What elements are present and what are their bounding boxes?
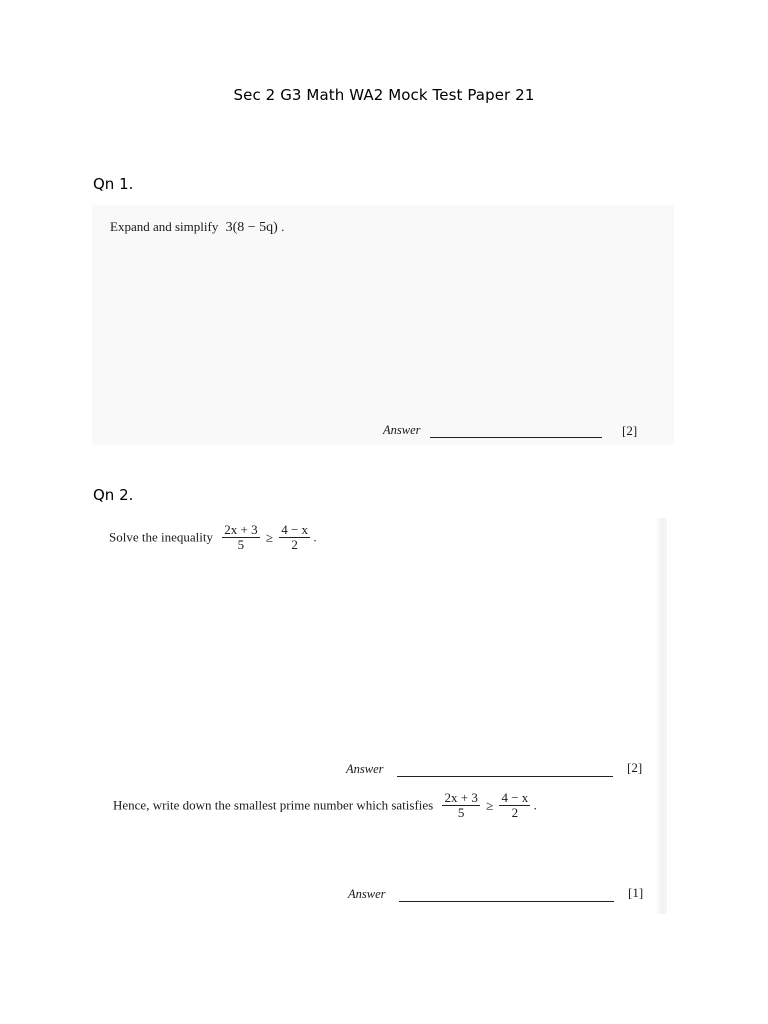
marks-label: [2]	[622, 423, 638, 438]
fraction-denominator: 5	[237, 537, 245, 552]
fraction-denominator: 5	[457, 805, 465, 820]
document-title: Sec 2 G3 Math WA2 Mock Test Paper 21	[233, 86, 535, 104]
question-1-text: Expand and simplify	[110, 219, 219, 234]
answer-label: Answer	[383, 423, 421, 437]
question-1-answer-row	[92, 423, 674, 443]
marks-label: [1]	[628, 885, 644, 900]
question-1-label: Qn 1.	[93, 175, 134, 193]
question-2a-statement	[109, 523, 317, 552]
question-1-statement	[110, 219, 284, 236]
answer-line	[397, 776, 613, 777]
fraction-numerator: 4 − x	[281, 522, 309, 537]
question-1-expression: 3(8 − 5q)	[225, 220, 278, 235]
question-2b-text: Hence, write down the smallest prime number which satisfies	[113, 797, 434, 813]
inequality-sign: ≥	[265, 529, 273, 545]
question-2b-rhs-fraction	[499, 791, 530, 820]
question-2b-statement	[113, 791, 537, 820]
answer-line	[399, 901, 614, 902]
question-2a-answer-row	[101, 760, 667, 780]
answer-label: Answer	[348, 887, 386, 901]
question-1-period: .	[281, 219, 285, 234]
question-2b-answer-row	[101, 885, 667, 905]
question-2a-lhs-fraction	[222, 523, 259, 552]
question-2-image	[101, 518, 667, 914]
fraction-denominator: 2	[291, 537, 298, 552]
question-2a-period: .	[313, 529, 317, 545]
inequality-sign: ≥	[486, 797, 494, 813]
fraction-numerator: 2x + 3	[444, 790, 478, 805]
marks-label: [2]	[627, 760, 643, 775]
question-1-image	[92, 205, 674, 445]
fraction-numerator: 4 − x	[501, 790, 529, 805]
question-2b-lhs-fraction	[442, 791, 479, 820]
answer-label: Answer	[346, 762, 384, 776]
answer-line	[430, 437, 602, 438]
scan-edge-shadow	[655, 518, 667, 914]
fraction-denominator: 2	[511, 805, 519, 820]
question-2b-period: .	[533, 797, 537, 813]
question-2a-rhs-fraction	[279, 523, 310, 552]
question-2-label: Qn 2.	[93, 486, 134, 504]
question-2a-text: Solve the inequality	[109, 529, 213, 545]
fraction-numerator: 2x + 3	[224, 522, 258, 537]
